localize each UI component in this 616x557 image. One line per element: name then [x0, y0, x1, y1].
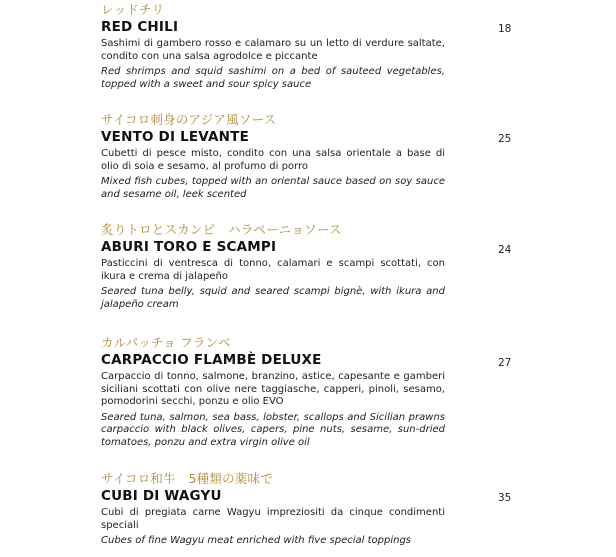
- item-title: CUBI DI WAGYU: [101, 488, 222, 504]
- item-price: 24: [498, 244, 512, 256]
- item-description-italian: Sashimi di gambero rosso e calamaro su un letto di verdure saltate, condito con una salsa agrodolce e piccante: [101, 38, 445, 62]
- item-japanese-name: レッドチリ: [101, 2, 165, 17]
- item-price: 27: [498, 357, 512, 369]
- item-description-italian: Cubi di pregiata carne Wagyu impreziositi da cinque condimenti speciali: [101, 507, 445, 531]
- item-description-english: Seared tuna, salmon, sea bass, lobster, scallops and Sicilian prawns carpaccio with black olives, capers, pine nuts, sesame, sun-dried tomatoes, ponzu and extra virgin olive oil: [101, 411, 445, 448]
- item-price: 25: [498, 133, 512, 145]
- item-description-italian: Carpaccio di tonno, salmone, branzino, astice, capesante e gamberi siciliani scottati con olive nere taggiasche, capperi, pinoli, sesamo, pomodorini secchi, ponzu e olio EVO: [101, 371, 445, 407]
- item-japanese-name: 炙りトロとスカンピ ハラペーニョソース: [101, 222, 342, 237]
- menu-item-vento-di-levante: [101, 112, 445, 201]
- item-japanese-name: サイコロ和牛 5種類の薬味で: [101, 471, 273, 486]
- item-title: CARPACCIO FLAMBÈ DELUXE: [101, 352, 322, 368]
- menu-item-red-chili: [101, 2, 445, 91]
- item-description-italian: Pasticcini di ventresca di tonno, calamari e scampi scottati, con ikura e crema di jalapeño: [101, 258, 445, 282]
- item-price: 18: [498, 23, 512, 35]
- item-japanese-name: カルパッチョ フランベ: [101, 335, 231, 350]
- menu-item-cubi-di-wagyu: [101, 471, 445, 548]
- item-price: 35: [498, 492, 512, 504]
- item-japanese-name: サイコロ刺身のアジア風ソース: [101, 112, 277, 127]
- item-description-english: Mixed fish cubes, topped with an oriental sauce based on soy sauce and sesame oil, leek scented: [101, 176, 445, 200]
- menu-item-aburi-toro-e-scampi: [101, 222, 445, 311]
- item-description-english: Seared tuna belly, squid and seared scampi bignè, with ikura and jalapeño cream: [101, 286, 445, 310]
- item-description-english: Red shrimps and squid sashimi on a bed of sauteed vegetables, topped with a sweet and sour spicy sauce: [101, 66, 445, 90]
- item-description-italian: Cubetti di pesce misto, condito con una salsa orientale a base di olio di soia e sesamo, al profumo di porro: [101, 148, 445, 172]
- item-title: RED CHILI: [101, 19, 179, 35]
- item-description-english: Cubes of fine Wagyu meat enriched with five special toppings: [101, 535, 412, 546]
- item-title: VENTO DI LEVANTE: [101, 129, 250, 145]
- menu-item-carpaccio-flambe-deluxe: [101, 335, 445, 449]
- item-title: ABURI TORO E SCAMPI: [101, 239, 277, 255]
